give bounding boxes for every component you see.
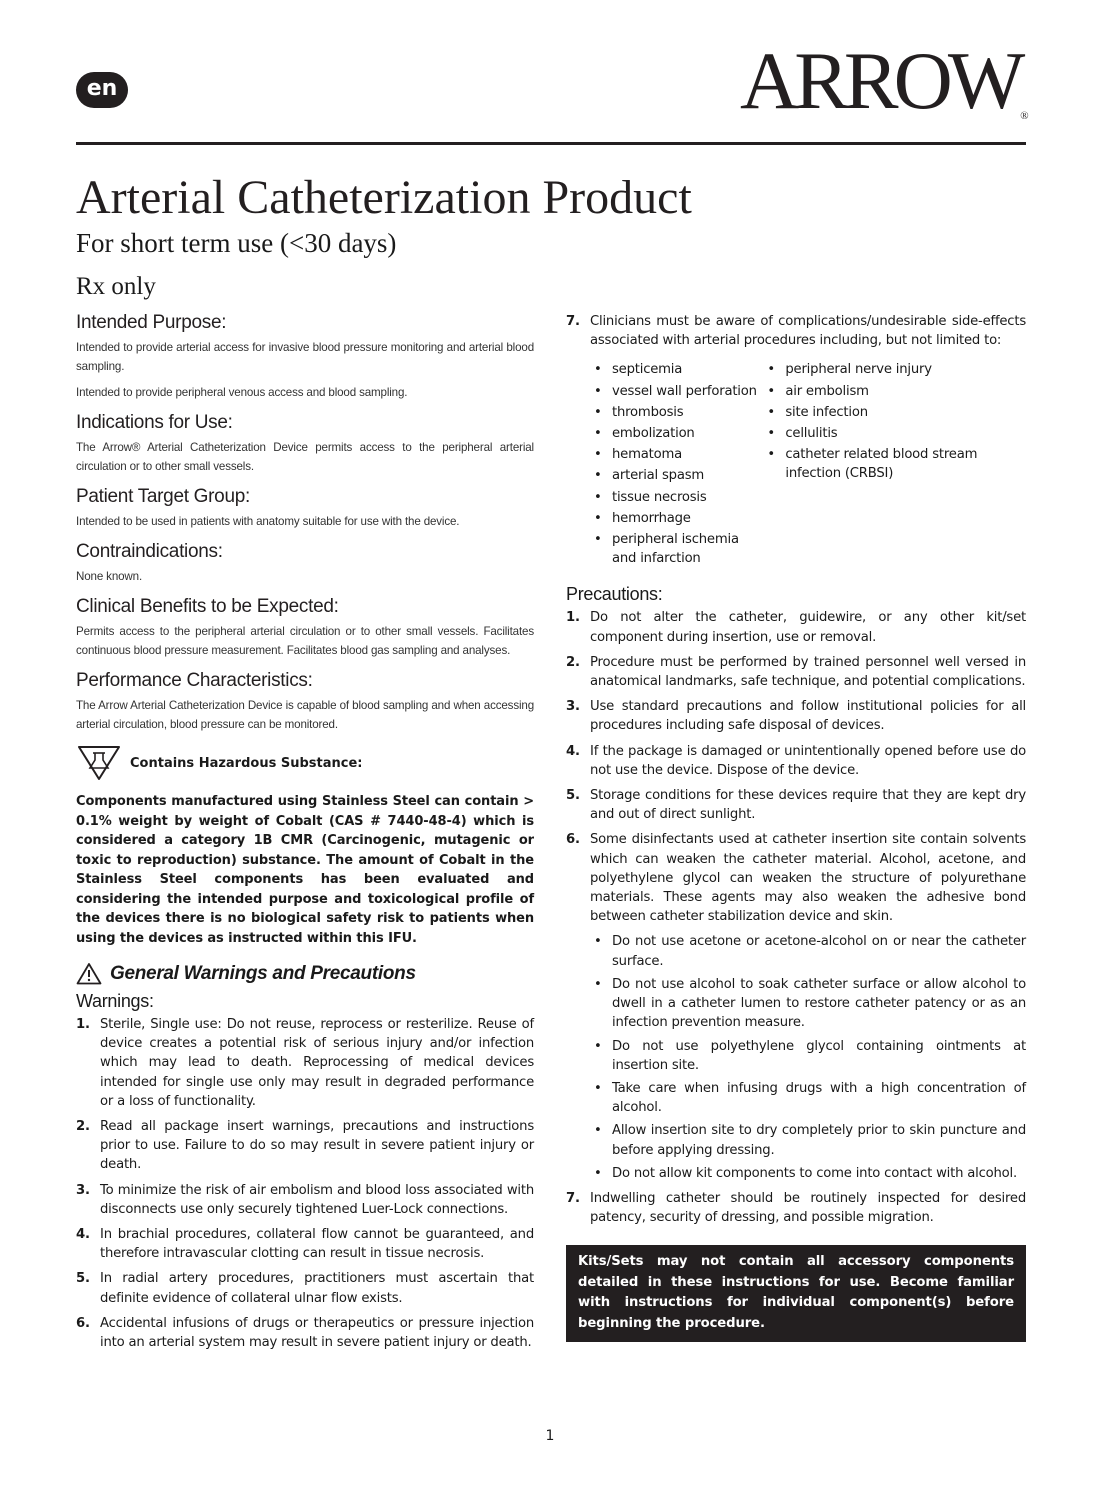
item-text: Use standard precautions and follow institutional policies for all procedures including safe disposal of devices. xyxy=(590,699,1026,734)
item-text: To minimize the risk of air embolism and blood loss associated with disconnects use only securely tightened Luer-Lock connections. xyxy=(100,1182,534,1217)
list-item: • Allow insertion site to dry completely prior to skin puncture and before applying dressing. xyxy=(590,1121,1026,1159)
warning-item xyxy=(76,1117,534,1175)
item-number: 1. xyxy=(566,610,580,626)
section-heading: Indications for Use: xyxy=(76,412,233,433)
warnings-list-continued xyxy=(566,312,1026,350)
document-subtitle: For short term use (<30 days) xyxy=(76,228,397,258)
disinfectant-bullets xyxy=(590,932,1026,1182)
left-column xyxy=(76,312,534,1358)
section-paragraph: The Arrow Arterial Catheterization Device is capable of blood sampling and when accessing arterial circulation, blood pressure can be monitored. xyxy=(76,699,534,731)
item-text: In radial artery procedures, practitioners must ascertain that definite evidence of collateral ulnar flow exists. xyxy=(100,1271,534,1306)
item-text: In brachial procedures, collateral flow cannot be guaranteed, and therefore intravascular clotting can result in tissue necrosis. xyxy=(100,1227,534,1262)
item-text: Sterile, Single use: Do not reuse, reprocess or resterilize. Reuse of device creates a potential risk of serious injury and/or infection which may lead to death. Reprocessing of medical devices intended for single use only may result in degraded performance or a loss of functionality. xyxy=(100,1017,534,1109)
list-item: • cellulitis xyxy=(763,424,1026,443)
list-item: • Do not use acetone or acetone-alcohol on or near the catheter surface. xyxy=(590,932,1026,970)
hazardous-substance-icon xyxy=(76,744,122,782)
warnings-list xyxy=(76,1015,534,1352)
list-item: • site infection xyxy=(763,403,1026,422)
precaution-item xyxy=(566,786,1026,824)
item-number: 3. xyxy=(566,699,580,715)
list-item: • catheter related blood stream infection (CRBSI) xyxy=(763,445,1026,483)
item-text: Some disinfectants used at catheter insertion site contain solvents which can weaken the catheter material. Alcohol, acetone, and polyethylene glycol can weaken the structure of polyurethane materials. These agents may also weaken the adhesive bond between catheter stabilization device and skin. xyxy=(590,832,1026,925)
kits-notice-box: Kits/Sets may not contain all accessory components detailed in these instructions for use. Become familiar with instructions for individual component(s) before beginning the procedure. xyxy=(566,1245,1026,1342)
item-number: 7. xyxy=(566,314,580,329)
warning-item xyxy=(76,1225,534,1263)
item-number: 3. xyxy=(76,1182,90,1198)
item-number: 6. xyxy=(566,832,580,848)
list-item: • thrombosis xyxy=(590,403,763,422)
hazard-label: Contains Hazardous Substance: xyxy=(130,755,363,771)
section-heading: Patient Target Group: xyxy=(76,486,250,507)
item-number: 2. xyxy=(76,1119,90,1135)
complications-column-1 xyxy=(590,360,763,570)
language-badge: en xyxy=(76,72,128,108)
section-heading: Clinical Benefits to be Expected: xyxy=(76,596,339,617)
list-item: • Do not allow kit components to come into contact with alcohol. xyxy=(590,1164,1026,1183)
precaution-item xyxy=(566,653,1026,691)
list-item: • Take care when infusing drugs with a high concentration of alcohol. xyxy=(590,1079,1026,1117)
item-text: Accidental infusions of drugs or therapeutics or pressure injection into an arterial system may result in severe patient injury or death. xyxy=(100,1315,534,1351)
section-performance xyxy=(76,670,534,734)
list-item: • arterial spasm xyxy=(590,466,763,485)
item-text: Procedure must be performed by trained personnel well versed in anatomical landmarks, safe technique, and potential complications. xyxy=(590,654,1026,690)
precaution-item xyxy=(566,742,1026,780)
section-paragraph: Permits access to the peripheral arterial circulation or to other small vessels. Facilitates continuous blood pressure measurement. Facilitates blood gas sampling and analyses. xyxy=(76,625,534,657)
item-text: Storage conditions for these devices require that they are kept dry and out of direct sunlight. xyxy=(590,788,1026,823)
section-paragraph: Intended to provide peripheral venous access and blood sampling. xyxy=(76,386,408,399)
rx-only-label: Rx only xyxy=(76,273,156,300)
item-number: 7. xyxy=(566,1190,580,1206)
item-text: Do not alter the catheter, guidewire, or any other kit/set component during insertion, use or removal. xyxy=(590,610,1026,645)
item-number: 4. xyxy=(76,1227,90,1243)
hazard-body: Components manufactured using Stainless Steel can contain > 0.1% weight by weight of Cobalt (CAS # 7440-48-4) which is considered a category 1B CMR (Carcinogenic, mutagenic or toxic to reproduction) substance. The amount of Cobalt in the Stainless Steel components has been evaluated and considering the intended purpose and toxicological profile of the devices there is no biological safety risk to patients when using the devices as instructed within this IFU. xyxy=(76,794,534,946)
warning-item xyxy=(76,1015,534,1111)
list-item: • air embolism xyxy=(763,382,1026,401)
section-paragraph: Intended to provide arterial access for invasive blood pressure monitoring and arterial blood sampling. xyxy=(76,341,534,373)
precaution-item xyxy=(566,830,1026,1182)
section-paragraph: None known. xyxy=(76,570,143,583)
section-heading: Contraindications: xyxy=(76,541,223,562)
item-number: 5. xyxy=(76,1271,90,1287)
page-number: 1 xyxy=(545,1428,555,1444)
list-item: • embolization xyxy=(590,424,763,443)
section-contraindications xyxy=(76,541,534,586)
warning-item xyxy=(76,1269,534,1307)
warning-triangle-icon xyxy=(76,962,102,985)
brand-wordmark: ARROW xyxy=(740,35,1021,126)
item-text: Read all package insert warnings, precautions and instructions prior to use. Failure to do so may result in severe patient injury or death. xyxy=(100,1119,534,1173)
section-paragraph: The Arrow® Arterial Catheterization Device permits access to the peripheral arterial circulation or to other small vessels. xyxy=(76,441,534,473)
item-number: 5. xyxy=(566,788,580,804)
warning-item xyxy=(76,1314,534,1352)
header-rule xyxy=(76,142,1026,145)
section-patient-target-group xyxy=(76,486,534,531)
list-item: • peripheral nerve injury xyxy=(763,360,1026,379)
precaution-item xyxy=(566,608,1026,646)
complications-column-2 xyxy=(763,360,1026,570)
list-item: • septicemia xyxy=(590,360,763,379)
list-item: • hemorrhage xyxy=(590,509,763,528)
list-item: • hematoma xyxy=(590,445,763,464)
list-item: • vessel wall perforation xyxy=(590,382,763,401)
item-number: 4. xyxy=(566,743,580,759)
section-heading: Intended Purpose: xyxy=(76,312,227,333)
brand-logo xyxy=(740,35,1030,126)
precautions-list xyxy=(566,608,1026,1227)
warnings-heading: Warnings: xyxy=(76,991,154,1011)
precaution-item xyxy=(566,697,1026,735)
hazard-row xyxy=(76,744,534,782)
right-column xyxy=(566,312,1026,1342)
list-item: • tissue necrosis xyxy=(590,488,763,507)
item-text: If the package is damaged or unintentionally opened before use do not use the device. Dispose of the device. xyxy=(590,743,1026,778)
precautions-heading: Precautions: xyxy=(566,584,663,605)
list-item: • peripheral ischemia and infarction xyxy=(590,530,763,568)
item-text: Clinicians must be aware of complications/undesirable side-effects associated with arterial procedures including, but not limited to: xyxy=(590,314,1026,349)
section-clinical-benefits xyxy=(76,596,534,660)
complications-list xyxy=(590,360,1026,570)
list-item: • Do not use polyethylene glycol containing ointments at insertion site. xyxy=(590,1037,1026,1075)
warning-item xyxy=(76,1181,534,1219)
section-paragraph: Intended to be used in patients with anatomy suitable for use with the device. xyxy=(76,515,460,528)
general-warnings-header xyxy=(76,962,534,985)
registered-mark: ® xyxy=(1020,110,1029,122)
item-number: 1. xyxy=(76,1017,90,1032)
general-warnings-title: General Warnings and Precautions xyxy=(110,962,416,984)
warning-item xyxy=(566,312,1026,350)
section-intended-purpose xyxy=(76,312,534,402)
item-number: 6. xyxy=(76,1315,90,1331)
section-indications xyxy=(76,412,534,476)
section-heading: Performance Characteristics: xyxy=(76,670,313,691)
list-item: • Do not use alcohol to soak catheter surface or allow alcohol to dwell in a catheter lumen to restore catheter patency or as an infection prevention measure. xyxy=(590,975,1026,1033)
item-number: 2. xyxy=(566,654,580,670)
item-text: Indwelling catheter should be routinely inspected for desired patency, security of dressing, and possible migration. xyxy=(590,1190,1026,1226)
precaution-item xyxy=(566,1189,1026,1227)
document-title: Arterial Catheterization Product xyxy=(76,171,692,224)
